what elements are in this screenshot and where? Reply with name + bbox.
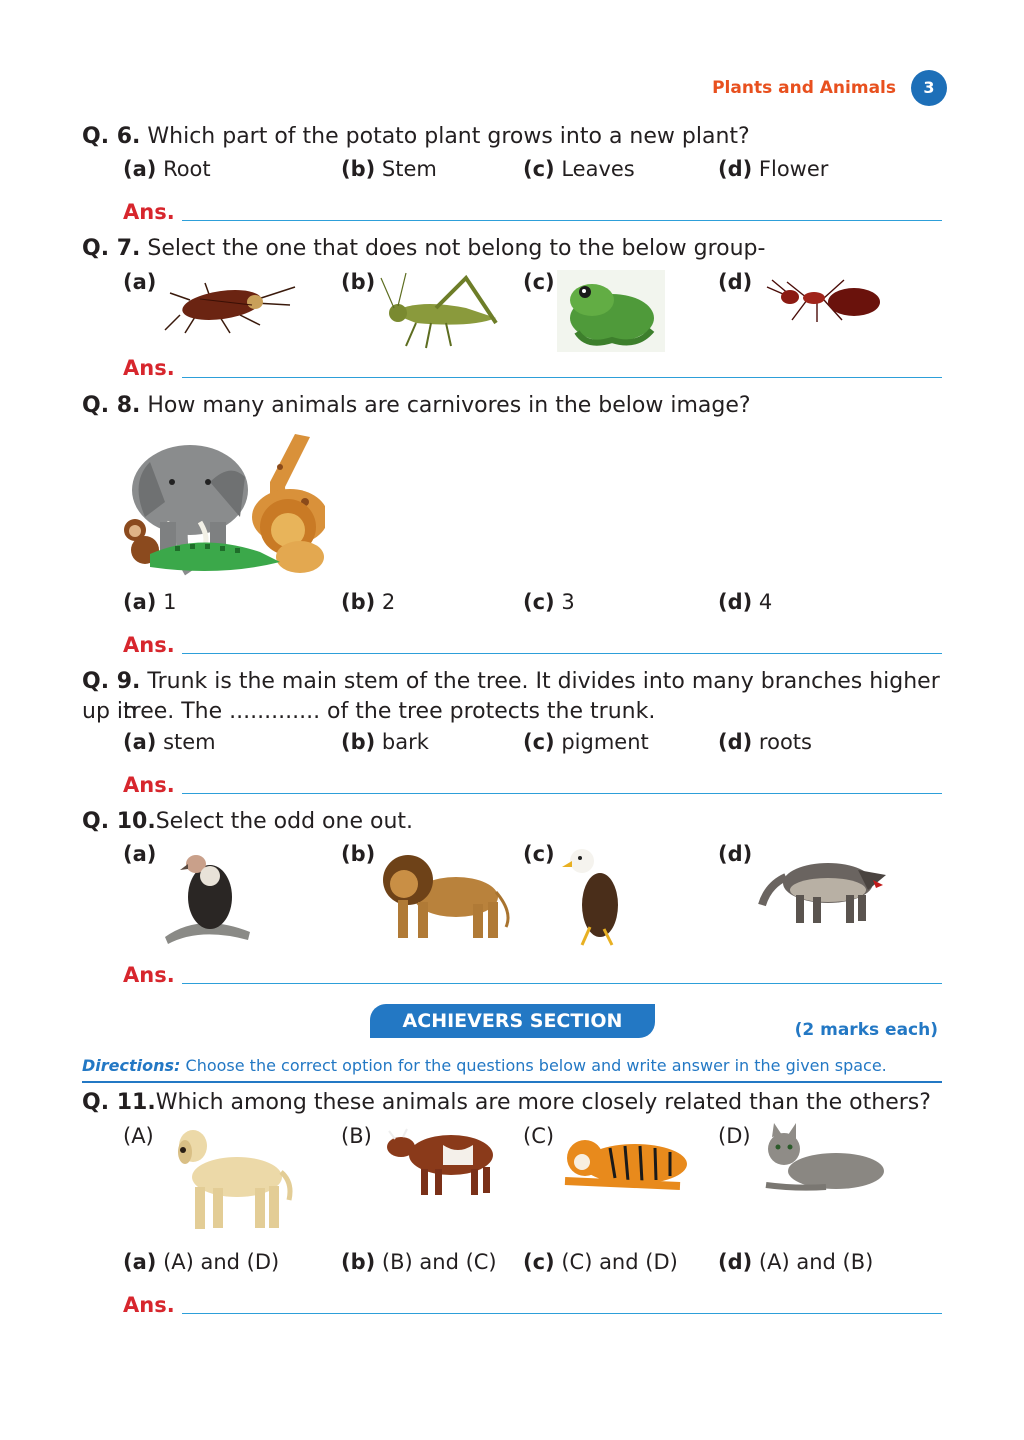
q11-picture-d-label: (D) xyxy=(718,1124,751,1148)
answer-label: Ans. xyxy=(123,773,175,797)
option-text: 3 xyxy=(561,590,575,614)
question-9-line2: tree. The ............. of the tree protects the trunk. xyxy=(123,699,656,724)
directions-label: Directions: xyxy=(82,1056,181,1075)
question-text-line1: Trunk is the main stem of the tree. It divides into many branches higher up in xyxy=(82,669,940,724)
question-number: Q. 6. xyxy=(82,124,141,149)
option-key: (c) xyxy=(523,730,555,754)
option-text: Flower xyxy=(758,157,829,181)
answer-line[interactable] xyxy=(182,793,942,794)
cockroach-icon[interactable] xyxy=(160,275,300,335)
q11-picture-a-label: (A) xyxy=(123,1124,154,1148)
option-key: (c) xyxy=(523,590,555,614)
option-text: bark xyxy=(381,730,429,754)
q8-option-c[interactable] xyxy=(523,590,575,614)
answer-line[interactable] xyxy=(182,377,942,378)
q9-option-a[interactable] xyxy=(123,730,216,754)
answer-label: Ans. xyxy=(123,1293,175,1317)
question-number: Q. 8. xyxy=(82,393,141,418)
option-text: pigment xyxy=(561,730,649,754)
q6-option-b[interactable] xyxy=(341,157,437,181)
directions xyxy=(82,1056,887,1075)
q11-picture-c-label: (C) xyxy=(523,1124,555,1148)
answer-label: Ans. xyxy=(123,356,175,380)
option-text: roots xyxy=(758,730,812,754)
dog-icon xyxy=(165,1122,295,1232)
option-text: (A) and (D) xyxy=(163,1250,280,1274)
option-key: (c) xyxy=(523,1250,555,1274)
option-key: (c) xyxy=(523,157,555,181)
option-key: (d) xyxy=(718,157,753,181)
option-key: (d) xyxy=(718,590,753,614)
option-key: (a) xyxy=(123,730,157,754)
q7-option-a-label: (a) xyxy=(123,270,157,294)
q9-option-c[interactable] xyxy=(523,730,649,754)
answer-line[interactable] xyxy=(182,220,942,221)
answer-line[interactable] xyxy=(182,1313,942,1314)
question-number: Q. 11. xyxy=(82,1090,156,1115)
eagle-icon[interactable] xyxy=(560,845,640,950)
question-text: How many animals are carnivores in the below image? xyxy=(147,393,751,418)
q9-option-d[interactable] xyxy=(718,730,812,754)
option-text: Stem xyxy=(381,157,437,181)
q6-option-a[interactable] xyxy=(123,157,211,181)
question-text: Select the odd one out. xyxy=(155,809,413,834)
q11-option-b[interactable] xyxy=(341,1250,497,1274)
question-6 xyxy=(82,122,750,152)
q10-option-b-label: (b) xyxy=(341,842,376,866)
q11-option-d[interactable] xyxy=(718,1250,873,1274)
cow-icon xyxy=(383,1125,503,1200)
option-text: Root xyxy=(163,157,211,181)
q11-picture-b-label: (B) xyxy=(341,1124,372,1148)
q11-option-c[interactable] xyxy=(523,1250,678,1274)
answer-label: Ans. xyxy=(123,633,175,657)
question-10 xyxy=(82,807,413,837)
option-key: (b) xyxy=(341,590,376,614)
cat-icon xyxy=(756,1123,892,1195)
q6-option-d[interactable] xyxy=(718,157,828,181)
marks-note: (2 marks each) xyxy=(794,1020,938,1040)
q8-option-b[interactable] xyxy=(341,590,395,614)
q9-option-b[interactable] xyxy=(341,730,429,754)
q7-option-b-label: (b) xyxy=(341,270,376,294)
question-11 xyxy=(82,1088,931,1118)
q6-option-c[interactable] xyxy=(523,157,635,181)
option-text: 1 xyxy=(163,590,177,614)
q8-option-a[interactable] xyxy=(123,590,176,614)
option-text: 2 xyxy=(381,590,396,614)
question-text: Which part of the potato plant grows into a new plant? xyxy=(147,124,750,149)
q8-option-d[interactable] xyxy=(718,590,772,614)
option-text: (B) and (C) xyxy=(381,1250,497,1274)
question-number: Q. 7. xyxy=(82,236,141,261)
option-text: (A) and (B) xyxy=(758,1250,874,1274)
q7-option-c-label: (c) xyxy=(523,270,555,294)
option-key: (b) xyxy=(341,1250,376,1274)
answer-line[interactable] xyxy=(182,983,942,984)
answer-label: Ans. xyxy=(123,963,175,987)
option-key: (a) xyxy=(123,1250,157,1274)
wolf-icon[interactable] xyxy=(758,845,893,927)
question-number: Q. 10. xyxy=(82,809,156,834)
q10-option-a-label: (a) xyxy=(123,842,157,866)
question-text: Which among these animals are more closely related than the others? xyxy=(155,1090,931,1115)
question-8 xyxy=(82,391,751,421)
question-text: Select the one that does not belong to the below group- xyxy=(147,236,766,261)
animal-group-icon xyxy=(120,422,325,582)
question-number: Q. 9. xyxy=(82,669,141,694)
ant-icon[interactable] xyxy=(762,272,892,327)
q10-option-d-label: (d) xyxy=(718,842,753,866)
option-key: (d) xyxy=(718,730,753,754)
option-key: (a) xyxy=(123,157,157,181)
answer-label: Ans. xyxy=(123,200,175,224)
chapter-title: Plants and Animals xyxy=(712,78,896,98)
directions-text: Choose the correct option for the questions below and write answer in the given space. xyxy=(180,1056,887,1075)
grasshopper-icon[interactable] xyxy=(376,268,516,350)
option-text: stem xyxy=(163,730,216,754)
tiger-icon xyxy=(560,1126,695,1196)
achievers-section-banner: ACHIEVERS SECTION xyxy=(370,1004,655,1038)
vulture-icon[interactable] xyxy=(160,842,260,947)
question-7 xyxy=(82,234,765,264)
frog-icon[interactable] xyxy=(557,270,665,352)
option-key: (d) xyxy=(718,1250,753,1274)
option-key: (a) xyxy=(123,590,157,614)
page-number-badge: 3 xyxy=(911,70,947,106)
section-divider xyxy=(82,1081,942,1083)
option-text: (C) and (D) xyxy=(561,1250,678,1274)
lion-icon[interactable] xyxy=(378,842,513,944)
q7-option-d-label: (d) xyxy=(718,270,753,294)
option-key: (b) xyxy=(341,730,376,754)
q10-option-c-label: (c) xyxy=(523,842,555,866)
option-text: 4 xyxy=(758,590,773,614)
answer-line[interactable] xyxy=(182,653,942,654)
option-key: (b) xyxy=(341,157,376,181)
q11-option-a[interactable] xyxy=(123,1250,279,1274)
option-text: Leaves xyxy=(561,157,635,181)
